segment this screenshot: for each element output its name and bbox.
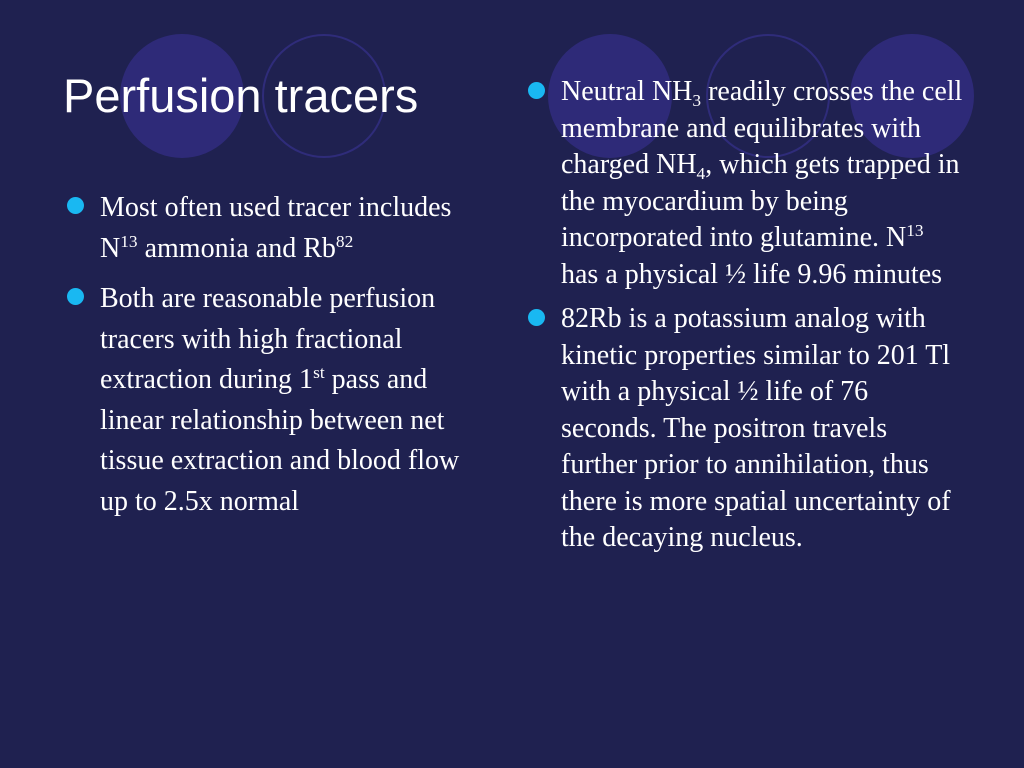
bullet-dot-icon xyxy=(67,288,84,305)
bullet-text: Most often used tracer includes $N^{13}$ ammonia and Rb$^{82}$ xyxy=(100,192,452,264)
bullet-dot-icon xyxy=(528,82,545,99)
bullet-text: Neutral $NH_3$ readily crosses the cell membrane and equilibrates with charged $NH_4$, which gets trapped in the myocardium by being incorporated into glutamine. $N^{13}$ has a physical ½ life 9.96 minutes xyxy=(561,76,963,290)
slide-title: Perfusion tracers xyxy=(63,69,419,122)
right-bullet-list xyxy=(525,74,965,565)
bullet-item xyxy=(64,188,484,269)
bullet-text: 82Rb is a potassium analog with kinetic properties similar to 201 Tl with a physical ½ life of 76 seconds. The positron travels further prior to annihilation, thus there is more spatial uncertainty of the decaying nucleus. xyxy=(561,303,951,553)
left-bullet-list xyxy=(64,188,484,532)
bullet-item xyxy=(64,279,484,522)
bullet-item xyxy=(525,301,965,557)
bullet-dot-icon xyxy=(67,197,84,214)
bullet-dot-icon xyxy=(528,309,545,326)
bullet-item xyxy=(525,74,965,293)
bullet-text: Both are reasonable perfusion tracers with high fractional extraction during 1st pass and linear relationship between net tissue extraction and blood flow up to 2.5x normal xyxy=(100,283,460,517)
